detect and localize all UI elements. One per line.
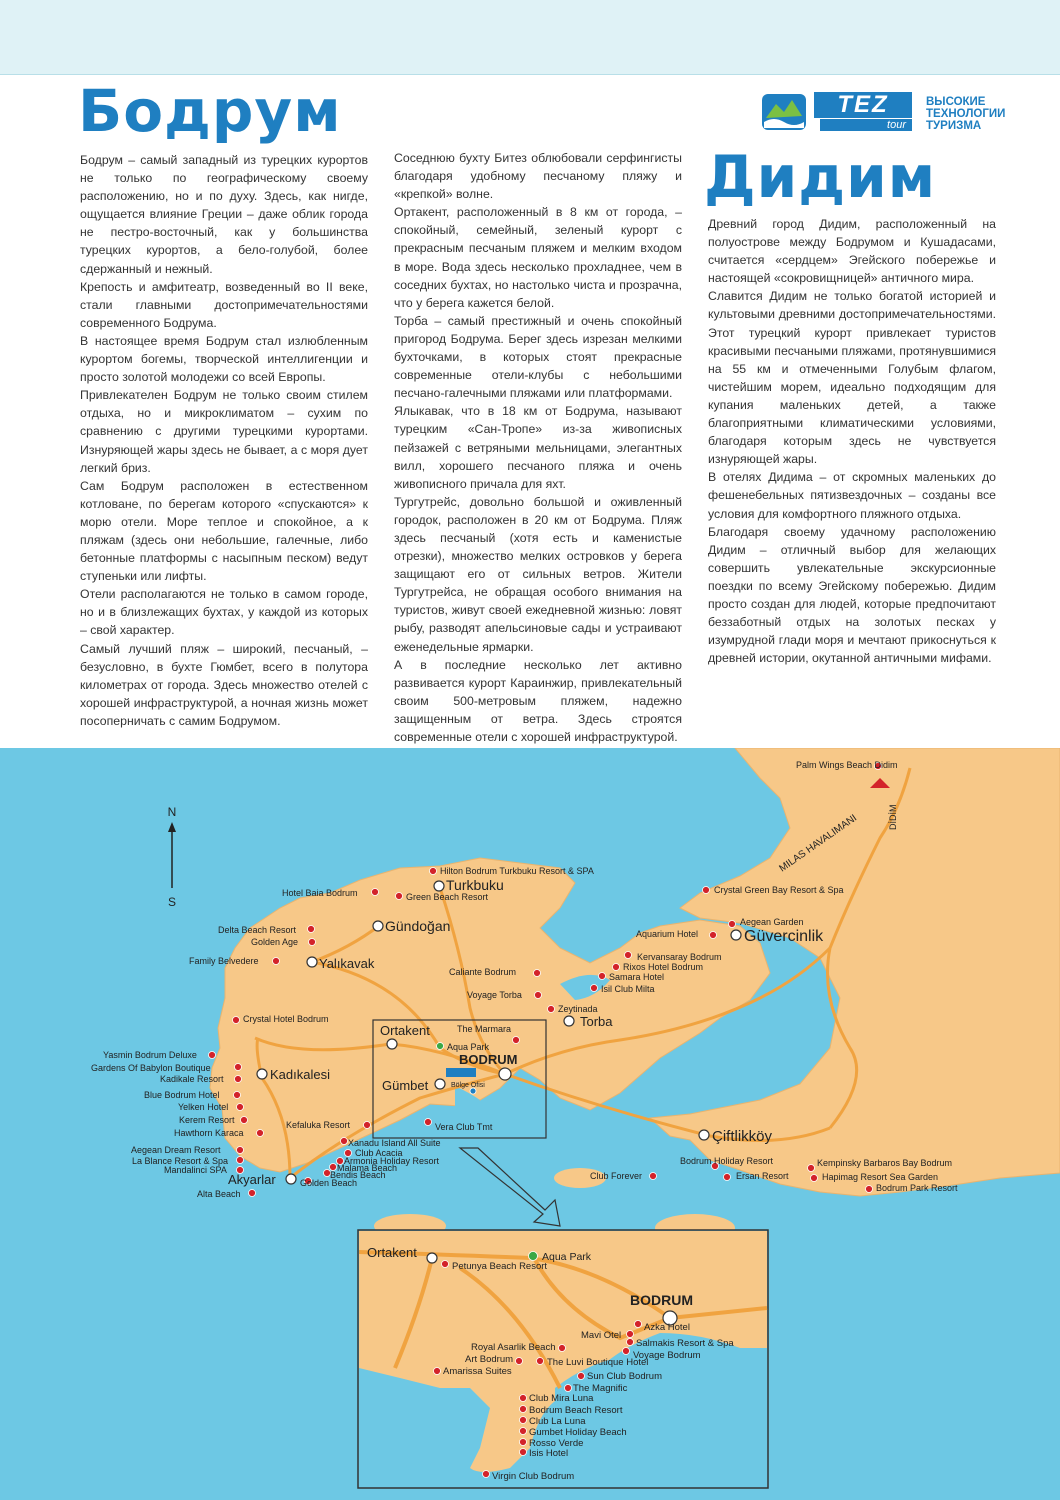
- town-marker: [699, 1130, 709, 1140]
- inset-hotel-marker: [537, 1358, 544, 1365]
- inset-hotel-label: Isis Hotel: [529, 1448, 569, 1459]
- paragraph: Сам Бодрум расположен в естественном котловане, по берегам которого «спускаются» к морю отели. Море теплое и спокойное, а к пляжам (здесь они небольшие, галечные, либо бетонные платформы с насыпным песком) ведут ступеньки или лифты.: [80, 478, 368, 584]
- paragraph: Благодаря своему удачному расположению Дидим – отличный выбор для желающих совершить увлекательные экскурсионные поездки по всему Эгейскому побережью. Дидим просто создан для людей, которые предпочитают беззаботный отдых на золотых песках у изумрудной глади моря и мечтают прикоснуться к древней истории, окутанной античными мифами.: [708, 524, 996, 666]
- hotel-label: Aegean Garden: [740, 917, 804, 927]
- paragraph: Торба – самый престижный и очень спокойный пригород Бодрума. Берег здесь изрезан мелкими бухточками, в которых стоят прекрасные современные отели-клубы с небольшими песчано-галечными пляжами или платформами.: [394, 313, 682, 401]
- hotel-label: Blue Bodrum Hotel: [144, 1090, 220, 1100]
- town-marker: [731, 930, 741, 940]
- paragraph: Отели располагаются не только в самом городе, но и в близлежащих бухтах, у каждой из которых – свой характер.: [80, 587, 368, 638]
- logo-slogan-line: ТУРИЗМА: [926, 120, 982, 132]
- hotel-marker: [811, 1175, 818, 1182]
- hotel-marker: [237, 1157, 244, 1164]
- hotel-label: Gardens Of Babylon Boutique: [91, 1063, 211, 1073]
- office-label: Bölge Ofisi: [451, 1082, 485, 1089]
- hotel-marker: [534, 970, 541, 977]
- hotel-marker: [548, 1006, 555, 1013]
- hotel-label: Family Belvedere: [189, 956, 259, 966]
- inset-hotel-label: Sun Club Bodrum: [587, 1371, 662, 1382]
- didim-road-label: DİDİM: [888, 804, 898, 830]
- hotel-label: Kempinsky Barbaros Bay Bodrum: [817, 1158, 953, 1168]
- inset-hotel-label: Club La Luna: [529, 1416, 586, 1427]
- town-label: Çiftlikköy: [712, 1128, 773, 1145]
- inset-hotel-label: Art Bodrum: [465, 1354, 514, 1365]
- town-marker: [387, 1039, 397, 1049]
- airport-road-label: MILAS HAVALIMANI: [777, 812, 859, 875]
- hotel-label: Hotel Baia Bodrum: [282, 888, 358, 898]
- paragraph: Крепость и амфитеатр, возведенный во II веке, стали главными достопримечательностями современного Бодрума.: [80, 279, 368, 330]
- hotel-marker: [209, 1052, 216, 1059]
- logo-slogan-line: ТЕХНОЛОГИИ: [926, 108, 1006, 120]
- inset-hotel-label: The Luvi Boutique Hotel: [547, 1357, 649, 1368]
- inset-hotel-label: Amarissa Suites: [443, 1366, 512, 1377]
- hotel-label: Ersan Resort: [736, 1171, 789, 1181]
- hotel-label: Aquarium Hotel: [636, 929, 699, 939]
- hotel-label: Alta Beach: [197, 1189, 241, 1199]
- hotel-marker: [591, 985, 598, 992]
- hotel-label: Kervansaray Bodrum: [637, 952, 722, 962]
- inset-hotel-marker: [520, 1417, 527, 1424]
- hotel-label: La Blance Resort & Spa: [132, 1156, 229, 1166]
- hotel-marker: [233, 1017, 240, 1024]
- inset-hotel-label: Aqua Park: [542, 1251, 592, 1263]
- hotel-label: Hilton Bodrum Turkbuku Resort & SPA: [440, 866, 594, 876]
- tez-tour-logo: [760, 92, 1030, 134]
- hotel-label: Crystal Green Bay Resort & Spa: [714, 885, 844, 895]
- hotel-marker: [866, 1186, 873, 1193]
- hotel-marker: [249, 1190, 256, 1197]
- inset-hotel-marker: [627, 1331, 634, 1338]
- hotel-marker: [237, 1104, 244, 1111]
- hotel-label: Hapimag Resort Sea Garden: [822, 1172, 939, 1182]
- logo-slogan-line: ВЫСОКИЕ: [926, 96, 986, 108]
- inset-hotel-marker: [635, 1321, 642, 1328]
- inset-hotel-marker: [434, 1368, 441, 1375]
- inset-town-label: BODRUM: [630, 1292, 693, 1308]
- hotel-label: Palm Wings Beach Didim: [796, 760, 898, 770]
- town-label: Gündoğan: [385, 918, 451, 934]
- hotel-marker: [808, 1165, 815, 1172]
- inset-hotel-label: Bodrum Beach Resort: [529, 1405, 623, 1416]
- inset-hotel-label: Salmakis Resort & Spa: [636, 1338, 734, 1349]
- hotel-marker: [425, 1119, 432, 1126]
- page-title-bodrum: Бодрум: [78, 77, 342, 145]
- hotel-label: Green Beach Resort: [406, 892, 489, 902]
- top-banner: [0, 0, 1060, 75]
- text-column-didim: [708, 215, 996, 667]
- paragraph: Тургутрейс, довольно большой и оживленный городок, расположен в 20 км от Бодрума. Пляж здесь песчаный (хотя есть и каменистые отрезки), множество мелких островков у берега защищают его от сильных ветров. Жители Тургутрейса, не обращая особого внимания на туристов, живут своей ежедневной жизнью: ловят рыбу, разводят апельсиновые сады и устраивают еженедельные ярмарки.: [394, 494, 682, 654]
- hotel-label: Club Acacia: [355, 1148, 403, 1158]
- inset-hotel-marker: [520, 1449, 527, 1456]
- logo-tez-text: TEZ: [814, 92, 912, 118]
- hotel-marker: [650, 1173, 657, 1180]
- hotel-marker: [273, 958, 280, 965]
- hotel-marker: [308, 926, 315, 933]
- map-canvas: [0, 748, 1060, 1500]
- hotel-label: Xanadu Island All Suite: [348, 1138, 441, 1148]
- hotel-label: The Marmara: [457, 1024, 512, 1034]
- hotel-marker: [241, 1117, 248, 1124]
- hotel-marker: [372, 889, 379, 896]
- hotel-marker: [364, 1122, 371, 1129]
- paragraph: Самый лучший пляж – широкий, песчаный, – безусловно, в бухте Гюмбет, всего в полутора километрах от города. Здесь множество отелей с хорошей инфраструктурой, а ночная жизнь может посоперничать с самим Бодрумом.: [80, 641, 368, 728]
- hotel-label: Golden Age: [251, 937, 299, 947]
- hotel-marker: [430, 868, 437, 875]
- tez-office-icon: [446, 1068, 476, 1077]
- town-label: Gümbet: [382, 1078, 429, 1093]
- hotel-marker: [625, 952, 632, 959]
- hotel-label: Malama Beach: [337, 1163, 398, 1173]
- hotel-marker: [613, 964, 620, 971]
- town-marker: [564, 1016, 574, 1026]
- hotel-marker: [237, 1147, 244, 1154]
- hotel-label: Aegean Dream Resort: [131, 1145, 221, 1155]
- town-marker: [434, 881, 444, 891]
- paragraph: Ортакент, расположенный в 8 км от города, – спокойный, семейный, зеленый курорт с прекрасным песчаным пляжем и мелким входом в море. Вода здесь несколько прохладнее, чем в соседних бухтах, но настолько чиста и прозрачна, что у берега кажется белой.: [394, 205, 682, 310]
- town-marker: [499, 1068, 511, 1080]
- hotel-label: Kadikale Resort: [160, 1074, 224, 1084]
- paragraph: Привлекателен Бодрум не только своим стилем отдыха, но и микроклиматом – сухим по сравнению с другими турецкими курортами. Изнуряющей жары здесь не бывает, а с моря дует легкий бриз.: [80, 388, 368, 475]
- inset-hotel-label: Gumbet Holiday Beach: [529, 1427, 627, 1438]
- inset-hotel-label: Club Mira Luna: [529, 1393, 594, 1404]
- town-marker: [257, 1069, 267, 1079]
- inset-aqua-park-marker: [529, 1252, 538, 1261]
- inset-hotel-label: The Magnific: [573, 1383, 628, 1394]
- hotel-marker: [257, 1130, 264, 1137]
- hotel-label: Golden Beach: [300, 1178, 358, 1188]
- hotel-label: Bodrum Park Resort: [876, 1183, 958, 1193]
- inset-hotel-marker: [565, 1385, 572, 1392]
- hotel-marker: [535, 992, 542, 999]
- hotel-marker: [341, 1138, 348, 1145]
- town-label: Akyarlar: [228, 1172, 276, 1187]
- hotel-label: Voyage Torba: [467, 990, 522, 1000]
- inset-hotel-marker: [520, 1395, 527, 1402]
- hotel-label: Zeytinada: [558, 1004, 598, 1014]
- hotel-label: Crystal Hotel Bodrum: [243, 1014, 329, 1024]
- compass-north-label: N: [167, 805, 177, 819]
- town-label: Yalıkavak: [319, 956, 375, 971]
- hotel-marker: [513, 1037, 520, 1044]
- hotel-marker: [235, 1064, 242, 1071]
- logo-slogan: [926, 96, 1036, 132]
- paragraph: В отелях Дидима – от скромных маленьких до фешенебельных пятизвездочных – созданы все условия для комфортного пляжного отдыха.: [708, 470, 996, 521]
- paragraph: Бодрум – самый западный из турецких курортов не только по географическому своему расположению, но и по духу. Здесь, как нигде, ощущается влияние Греции – даже облик города не пестро-восточный, как у большинства турецких курортов, а бело-голубой, более сдержанный и нежный.: [80, 153, 368, 276]
- paragraph: Древний город Дидим, расположенный на полуострове между Бодрумом и Кушадасами, считается «сердцем» Эгейского побережье и настоящей «сокровищницей» античного мира.: [708, 217, 996, 286]
- paragraph: В настоящее время Бодрум стал излюбленным курортом богемы, творческой интеллигенции и просто золотой молодежи со всей Европы.: [80, 333, 368, 385]
- hotel-marker: [703, 887, 710, 894]
- paragraph: Ялыкавак, что в 18 км от Бодрума, называют турецким «Сан-Тропе» из-за живописных пейзажей с ветряными мельницами, элегантных вилл, хорошего песчаного пляжа и очень живописного причала для яхт.: [394, 404, 682, 491]
- paragraph: Славится Дидим не только богатой историей и культовыми древними достопримечательностями. Этот турецкий курорт привлекает туристов красивыми песчаными пляжами, протянувшимися на 55 км и отмеченными Голубым флагом, чистейшим морем, идеально подходящим для купания маленьких детей, а также благоприятными климатическими условиями, благодаря которым здесь не чувствуется изнуряющей жары.: [708, 289, 996, 467]
- town-label: Güvercinlik: [744, 928, 824, 945]
- inset-hotel-label: Mavi Otel: [581, 1330, 622, 1341]
- inset-hotel-marker: [627, 1339, 634, 1346]
- section-title-didim: Дидим: [704, 143, 937, 211]
- hotel-label: Samara Hotel: [609, 972, 665, 982]
- inset-hotel-label: Royal Asarlik Beach: [471, 1342, 556, 1353]
- inset-town-label: Ortakent: [367, 1245, 417, 1260]
- wave-mountain-icon: [760, 92, 810, 132]
- hotel-marker: [724, 1174, 731, 1181]
- town-marker: [286, 1174, 296, 1184]
- hotel-label: Aqua Park: [447, 1042, 490, 1052]
- hotel-label: Isil Club Milta: [601, 984, 655, 994]
- paragraph: А в последние несколько лет активно развивается курорт Караинжир, привлекательный своим 500-метровым пляжем, надежно защищенным от ветра. Здесь строятся современные отели с хорошей инфраструктурой.: [394, 657, 682, 744]
- inset-hotel-label: Rosso Verde: [529, 1438, 584, 1449]
- town-label: Kadıkalesi: [270, 1067, 330, 1082]
- inset-town-marker: [427, 1253, 437, 1263]
- inset-hotel-marker: [623, 1348, 630, 1355]
- inset-hotel-marker: [520, 1428, 527, 1435]
- inset-hotel-marker: [520, 1439, 527, 1446]
- town-marker: [373, 921, 383, 931]
- hotel-label: Bendis Beach: [330, 1170, 386, 1180]
- hotel-marker: [710, 932, 717, 939]
- hotel-label: Hawthorn Karaca: [174, 1128, 244, 1138]
- town-label: Torba: [580, 1014, 613, 1029]
- hotel-label: Caliante Bodrum: [449, 967, 517, 977]
- hotel-marker: [234, 1092, 241, 1099]
- town-label: Ortakent: [380, 1023, 430, 1038]
- hotel-marker: [235, 1076, 242, 1083]
- inset-hotel-label: Azka Hotel: [644, 1322, 690, 1333]
- inset-hotel-marker: [516, 1358, 523, 1365]
- bodrum-peninsula-map: [0, 748, 1060, 1500]
- inset-hotel-marker: [483, 1471, 490, 1478]
- town-label: Turkbuku: [446, 877, 504, 893]
- hotel-label: Bodrum Holiday Resort: [680, 1156, 774, 1166]
- text-column-bodrum-2: [394, 149, 682, 746]
- hotel-marker: [729, 921, 736, 928]
- hotel-label: Rixos Hotel Bodrum: [623, 962, 704, 972]
- hotel-label: Kerem Resort: [179, 1115, 235, 1125]
- hotel-label: Kefaluka Resort: [286, 1120, 351, 1130]
- inset-hotel-marker: [442, 1261, 449, 1268]
- hotel-label: Yasmin Bodrum Deluxe: [103, 1050, 197, 1060]
- town-marker: [307, 957, 317, 967]
- logo-tour-text: tour: [820, 119, 912, 131]
- hotel-marker: [309, 939, 316, 946]
- inset-hotel-label: Virgin Club Bodrum: [492, 1471, 575, 1482]
- hotel-label: Delta Beach Resort: [218, 925, 297, 935]
- text-column-bodrum-1: [80, 151, 368, 730]
- hotel-marker: [599, 973, 606, 980]
- inset-hotel-marker: [559, 1345, 566, 1352]
- town-marker: [435, 1079, 445, 1089]
- hotel-label: Vera Club Tmt: [435, 1122, 493, 1132]
- inset-hotel-label: Petunya Beach Resort: [452, 1261, 548, 1272]
- hotel-label: Armonia Holiday Resort: [344, 1156, 440, 1166]
- hotel-marker: [396, 893, 403, 900]
- aqua-park-marker: [437, 1043, 444, 1050]
- inset-hotel-marker: [520, 1406, 527, 1413]
- paragraph: Соседнюю бухту Битез облюбовали серфингисты благодаря удобному песчаному пляжу и «крепкой» волне.: [394, 151, 682, 202]
- compass-south-label: S: [167, 895, 177, 909]
- inset-hotel-marker: [578, 1373, 585, 1380]
- inset-hotel-label: Voyage Bodrum: [633, 1350, 701, 1361]
- hotel-label: Yelken Hotel: [178, 1102, 229, 1112]
- hotel-label: Mandalinci SPA: [164, 1165, 227, 1175]
- hotel-label: Club Forever: [590, 1171, 643, 1181]
- town-label: BODRUM: [459, 1052, 518, 1067]
